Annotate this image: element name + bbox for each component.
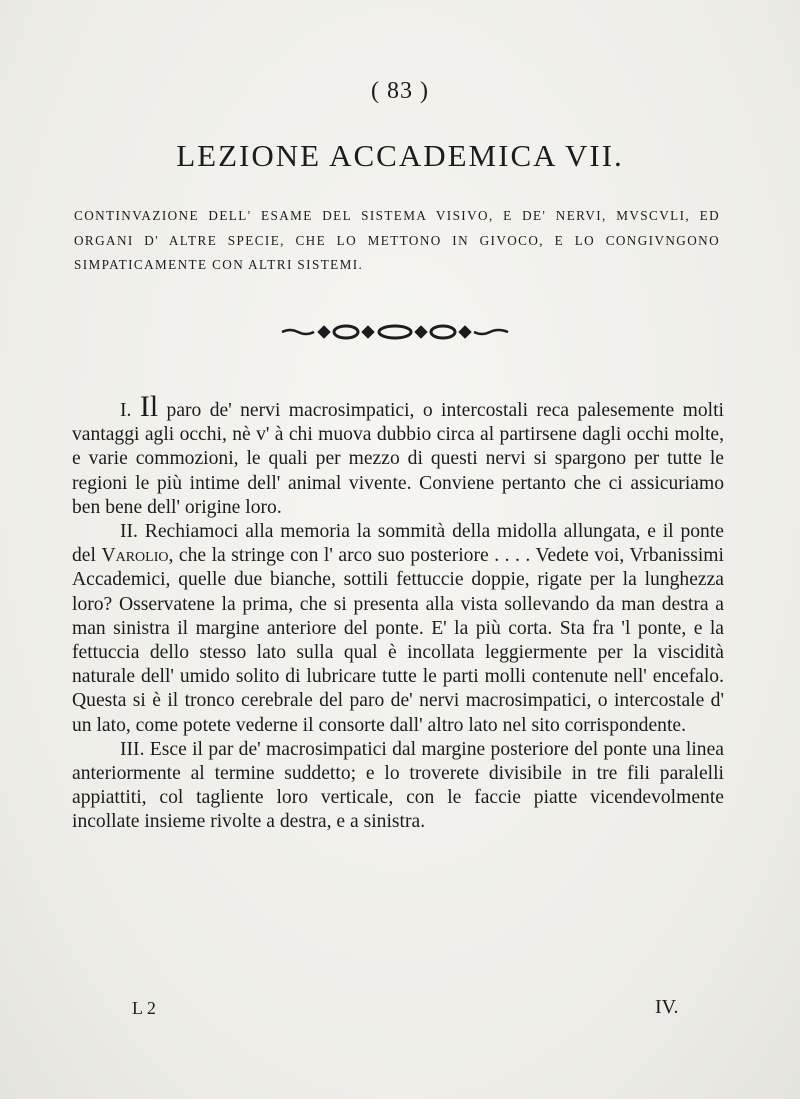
lecture-title: LEZIONE ACCADEMICA VII. [176,138,624,173]
body-text [72,390,724,835]
catchword: IV. [655,996,679,1018]
section-2-text-b: , che la stringe con l' arco suo posteriore . . . . Vedete voi, Vrbanissimi Accademici, quelle due bianche, sottili fettuccie doppie, rigate per la lunghezza loro? Osservatene la prima, che si presenta alla vista sollevando da man destra a man sinistra il margine anteriore del ponte. E' la più corta. Sta fra 'l ponte, e la fettuccia dello stesso lato sulla qual è incollata leggiermente per la viscidità naturale dell' umido solito di lubricare tutte le parti molli contenute nell' encefalo. Questa si è il tronco cerebrale del paro de' nervi macrosimpatici, o intercostale d' un lato, come potete vederne il consorte dall' altro lato nel sito corrispondente. [72,545,724,736]
section-1-text: paro de' nervi macrosimpatici, o intercostali reca palesemente molti vantaggi agli occhi, nè v' à chi muova dubbio circa al partirsene dagli occhi molte, e varie commozioni, le quali per mezzo di questi nervi si spargono per tutte le regioni le più intime dell' animal vivente. Conviene pertanto che ci assicuriamo ben bene dell' origine loro. [72,400,724,518]
section-3 [72,738,724,835]
section-2-number: II. [120,521,138,543]
page-number: ( 83 ) [371,78,429,104]
signature-mark: L 2 [132,998,156,1018]
section-3-number: III. [120,738,145,760]
section-1 [72,390,724,520]
drop-cap: Il [139,390,159,423]
section-1-number: I. [120,400,132,421]
name-varolio: Varolio [101,545,169,567]
section-2-text-a: Rechiamoci alla memoria la sommità della midolla allungata, e il ponte del [72,521,724,567]
lecture-summary: CONTINVAZIONE DELL' ESAME DEL SISTEMA VISIVO, E DE' NERVI, MVSCVLI, ED ORGANI D' ALTRE SPECIE, CHE LO METTONO IN GIVOCO, E LO CONGIVNGONO SIMPATICAMENTE CON ALTRI SISTEMI. [74,208,720,272]
page-footer [0,998,800,1028]
ornament-divider-icon [280,322,510,342]
section-2 [72,520,724,738]
section-3-text: Esce il par de' macrosimpatici dal margine posteriore del ponte una linea anteriormente al termine suddetto; e lo troverete divisibile in tre fili paralelli appiattiti, col tagliente loro verticale, con le faccie piatte vicendevolmente incollate insieme rivolte a destra, e a sinistra. [72,738,724,833]
